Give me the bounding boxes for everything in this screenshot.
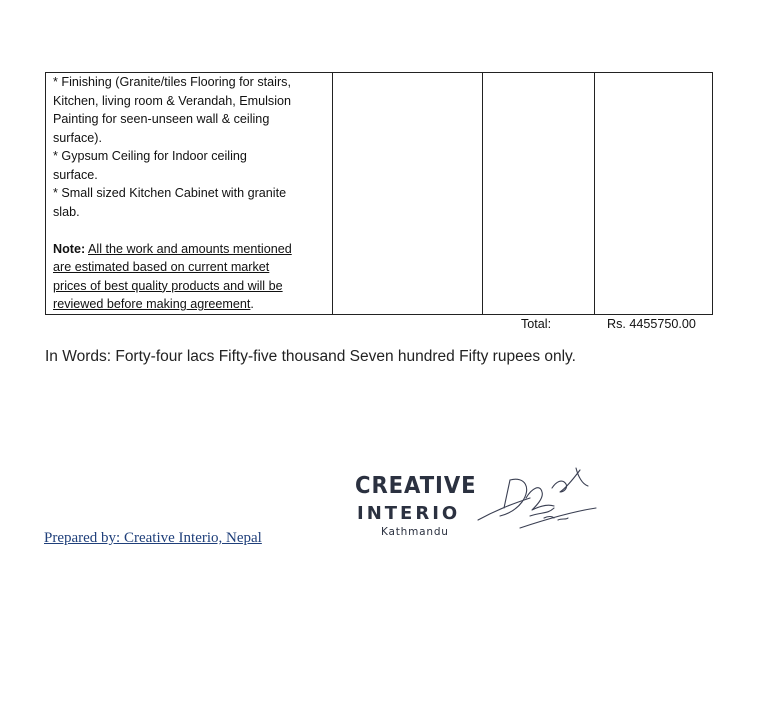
note-period: . <box>250 297 254 311</box>
description-line: surface. <box>53 167 98 182</box>
total-value: Rs. 4455750.00 <box>607 317 696 331</box>
description-line: Painting for seen-unseen wall & ceiling <box>53 112 270 126</box>
amount-in-words: In Words: Forty-four lacs Fifty-five thousand Seven hundred Fifty rupees only. <box>45 348 576 365</box>
company-stamp <box>355 470 485 545</box>
total-label: Total: <box>521 317 552 331</box>
note-line <box>53 258 333 277</box>
stamp-text-interio: INTERIO <box>357 503 461 524</box>
stamp-text-creative: CREATIVE <box>355 473 477 499</box>
note-line <box>53 277 333 296</box>
column-divider <box>482 73 483 314</box>
description-line: * Small sized Kitchen Cabinet with granite <box>53 186 287 200</box>
column-divider <box>594 73 595 314</box>
note-line <box>53 240 333 259</box>
note-label: Note: <box>53 241 86 256</box>
description-line: * Finishing (Granite/tiles Flooring for stairs, <box>53 75 291 89</box>
estimate-table <box>45 72 713 315</box>
note-text: are estimated based on current market <box>53 260 270 274</box>
description-line: Kitchen, living room & Verandah, Emulsion <box>53 93 292 108</box>
description-line: surface). <box>53 130 102 145</box>
note-text: All the work and amounts mentioned <box>88 241 292 256</box>
description-line: * Gypsum Ceiling for Indoor ceiling <box>53 149 247 163</box>
prepared-by-link[interactable]: Prepared by: Creative Interio, Nepal <box>44 530 262 546</box>
stamp-text-kathmandu: Kathmandu <box>381 526 449 538</box>
description-cell <box>53 73 333 314</box>
note-text: prices of best quality products and will be <box>53 278 283 293</box>
description-line: slab. <box>53 204 80 219</box>
note-line <box>53 295 333 314</box>
note-text: reviewed before making agreement <box>53 297 251 311</box>
signature-icon <box>470 458 600 548</box>
